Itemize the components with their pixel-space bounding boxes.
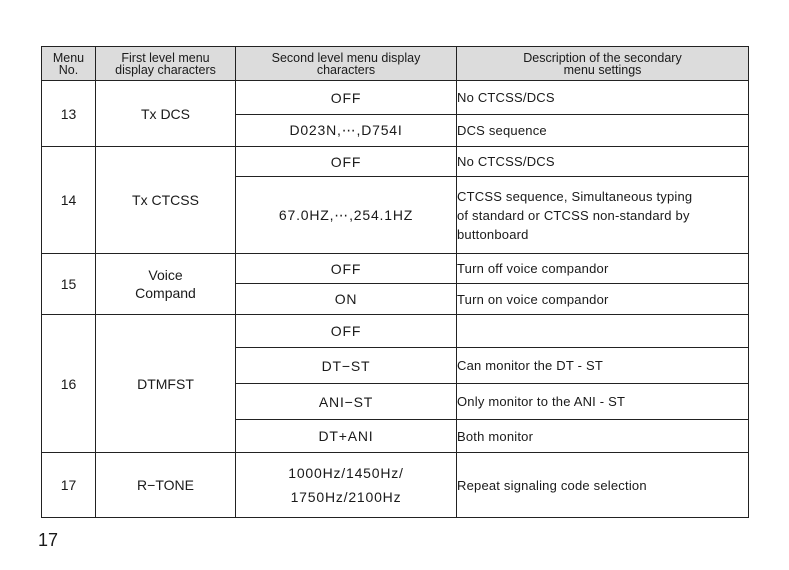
menu-number: 14	[42, 147, 96, 254]
description: DCS sequence	[457, 115, 749, 147]
second-level-value: D023N,⋯,D754I	[236, 115, 457, 147]
description: Turn off voice compandor	[457, 254, 749, 284]
second-level-value: ANI−ST	[236, 384, 457, 420]
header-description: Description of the secondary menu settings	[457, 47, 749, 81]
second-level-value: 1000Hz/1450Hz/ 1750Hz/2100Hz	[236, 453, 457, 518]
description: No CTCSS/DCS	[457, 147, 749, 177]
table-row	[42, 254, 749, 284]
menu-number: 13	[42, 81, 96, 147]
menu-number: 17	[42, 453, 96, 518]
description: Both monitor	[457, 420, 749, 453]
first-level-label: Voice Compand	[96, 254, 236, 315]
second-level-value: OFF	[236, 254, 457, 284]
second-level-value: OFF	[236, 147, 457, 177]
menu-number: 16	[42, 315, 96, 453]
first-level-label: R−TONE	[96, 453, 236, 518]
menu-number: 15	[42, 254, 96, 315]
table-row	[42, 81, 749, 115]
description: Can monitor the DT - ST	[457, 348, 749, 384]
table-row	[42, 147, 749, 177]
header-first-level: First level menu display characters	[96, 47, 236, 81]
description: Turn on voice compandor	[457, 284, 749, 315]
header-menu-no: Menu No.	[42, 47, 96, 81]
second-level-value: OFF	[236, 315, 457, 348]
description: Only monitor to the ANI - ST	[457, 384, 749, 420]
second-level-value: OFF	[236, 81, 457, 115]
second-level-value: DT−ST	[236, 348, 457, 384]
description: CTCSS sequence, Simultaneous typing of standard or CTCSS non-standard by buttonboard	[457, 177, 749, 254]
first-level-label: Tx CTCSS	[96, 147, 236, 254]
table-row	[42, 315, 749, 348]
header-second-level: Second level menu display characters	[236, 47, 457, 81]
description: Repeat signaling code selection	[457, 453, 749, 518]
second-level-value: ON	[236, 284, 457, 315]
second-level-value: 67.0HZ,⋯,254.1HZ	[236, 177, 457, 254]
page-number: 17	[38, 530, 59, 550]
table-row	[42, 453, 749, 518]
first-level-label: DTMFST	[96, 315, 236, 453]
header-row	[42, 47, 749, 81]
description: No CTCSS/DCS	[457, 81, 749, 115]
menu-settings-table	[41, 46, 749, 518]
first-level-label: Tx DCS	[96, 81, 236, 147]
second-level-value: DT+ANI	[236, 420, 457, 453]
description	[457, 315, 749, 348]
